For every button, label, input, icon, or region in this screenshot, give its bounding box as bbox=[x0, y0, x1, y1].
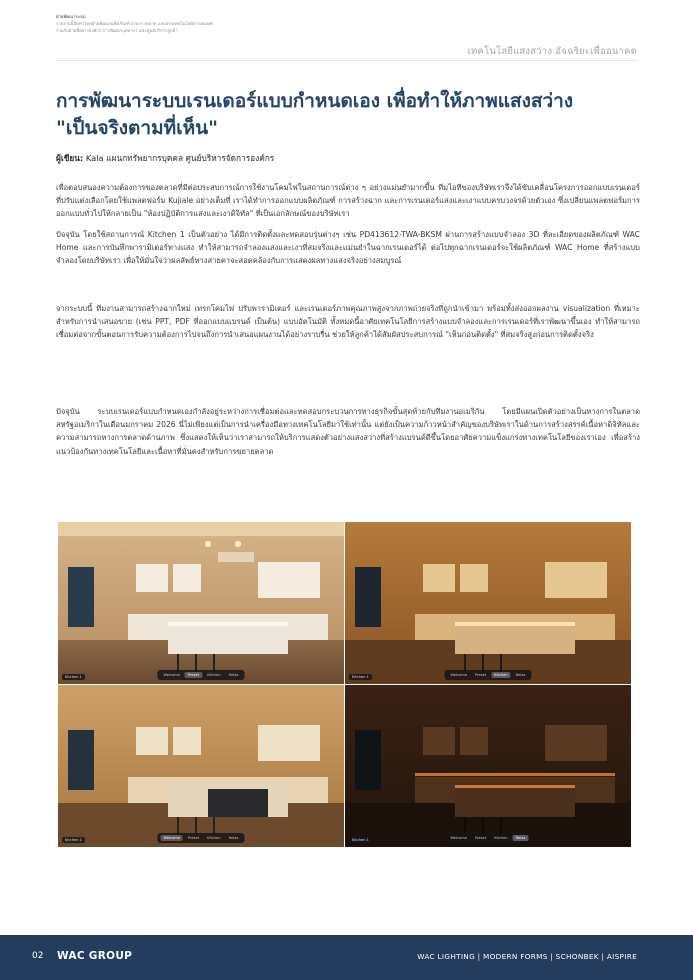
tab-kitchen[interactable]: Kitchen bbox=[207, 836, 221, 840]
kitchen-render-illustration bbox=[58, 522, 344, 684]
render-mode-tabs bbox=[157, 670, 244, 680]
paragraph-3: จากระบบนี้ ทีมงานสามารถสร้างฉากใหม่ เทรกโคมไฟ ปรับพารามิเตอร์ และเรนเดอร์ภาพคุณภาพสูงจากภาพถ่ายจริงที่ถูกนำเข้ามา พร้อมทั้งส่งออกผลงาน visualization ที่เหมาะสำหรับการนำเสนอขาย (เช่น PPT, PDF ที่ออกแบบแบรนด์ เป็นต้น) แบบอัตโนมัติ ทั้งหมดนี้อาศัยเทคโนโลยีการสร้างแบบจำลองและการเรนเดอร์ที่เราพัฒนาขึ้นเอง ทำให้สามารถเชื่อมต่อจากขั้นตอนการรับความต้องการไปจนถึงการนำเสนอแผนงานได้อย่างราบรื่น ช่วยให้ลูกค้าได้สัมผัสประสบการณ์ "เห็นก่อนติดตั้ง" ที่สมจริงสูงก่อนการติดตั้งจริง bbox=[56, 304, 640, 340]
header-org-line-3: ร่วมกับฝ่ายสื่อสารองค์กร การพัฒนาบุคลากร และศูนย์บริการลูกค้า bbox=[56, 29, 178, 34]
tab-relax[interactable]: Relax bbox=[228, 673, 239, 677]
header-divider bbox=[56, 60, 637, 61]
camera-label[interactable]: Kitchen 1 bbox=[349, 837, 372, 843]
camera-label[interactable]: Kitchen 1 bbox=[349, 674, 372, 680]
tab-preset[interactable]: Preset bbox=[474, 673, 487, 677]
tab-kitchen[interactable]: Kitchen bbox=[207, 673, 221, 677]
author-name: Kala แผนกทรัพยากรบุคคล ศูนย์บริหารจัดการองค์กร bbox=[85, 153, 275, 163]
header-organization-block bbox=[56, 14, 213, 35]
kitchen-render-illustration bbox=[345, 522, 631, 684]
tab-preset[interactable]: Preset bbox=[185, 672, 202, 678]
render-image-preset bbox=[58, 522, 344, 684]
render-image-welcome bbox=[58, 685, 344, 847]
tab-welcome[interactable]: Welcome bbox=[160, 835, 182, 841]
paragraph-1: เพื่อตอบสนองความต้องการของตลาดที่มีต่อประสบการณ์การใช้งานโคมไฟในสถานการณ์ต่าง ๆ อย่างแม่นยำมากขึ้น ทีมไอทีของบริษัทเราจึงได้ขับเคลื่อนโครงการออกแบบเรนเดอร์ที่ปรับแต่งเลือกโดยใช้แพลตฟอร์ม Kujiale อย่างเต็มที่ เราได้ทำการออกแบบผลิตภัณฑ์ การสร้างฉาก และการเรนเดอร์แสงและเงาแบบครบวงจรด้วยตัวเอง ซึ่งเปลี่ยนแพลตฟอร์มการออกแบบทั่วไปให้กลายเป็น "ห้องปฏิบัติการแสงและเงาดิจิทัล" ที่เป็นเอกลักษณ์ของบริษัทเรา bbox=[56, 183, 640, 219]
kitchen-render-illustration bbox=[58, 685, 344, 847]
tab-preset[interactable]: Preset bbox=[474, 836, 487, 840]
header-org-line-2: รายงานนี้จัดทำโดยฝ่ายพัฒนาผลิตภัณฑ์ ฝ่ายการตลาด และฝ่ายเทคโนโลยีสารสนเทศ bbox=[56, 22, 213, 27]
render-mode-tabs bbox=[444, 833, 531, 843]
header-org-line-1: ฝ่ายพัฒนาระบบ bbox=[56, 15, 86, 20]
tab-welcome[interactable]: Welcome bbox=[163, 673, 180, 677]
camera-label[interactable]: Kitchen 1 bbox=[62, 837, 85, 843]
page-footer bbox=[0, 935, 693, 980]
article-title: การพัฒนาระบบเรนเดอร์แบบกำหนดเอง เพื่อทำให้ภาพแสงสว่าง "เป็นจริงตามที่เห็น" bbox=[56, 90, 574, 139]
paragraph-2: ปัจจุบัน โดยใช้สถานการณ์ Kitchen 1 เป็นตัวอย่าง ได้มีการติดตั้งและทดสอบรุ่นต่างๆ เช่น PD413612-TWA-BKSM ผ่านการสร้างแบบจำลอง 3D ที่ละเอียดของผลิตภัณฑ์ WAC Home และการบันทึกพารามิเตอร์ทางแสง ทำให้สามารถจำลองแสงและเงาที่สมจริงและแม่นยำในฉากเรนเดอร์ได้ ต่อไปทุกฉากเรนเดอร์จะใช้ผลิตภัณฑ์ WAC Home ที่สร้างแบบจำลองโดยบริษัทเรา เพื่อให้มั่นใจว่าผลลัพธ์ทางสายตาจะสอดคล้องกับการแสดงผลทางแสงจริงอย่างสมบูรณ์ bbox=[56, 230, 640, 266]
tab-kitchen[interactable]: Kitchen bbox=[491, 672, 511, 678]
tab-preset[interactable]: Preset bbox=[187, 836, 200, 840]
tab-kitchen[interactable]: Kitchen bbox=[494, 836, 508, 840]
header-section-title: เทคโนโลยีแสงสว่าง อัจฉริยะเพื่ออนาคต bbox=[467, 46, 637, 57]
tab-relax[interactable]: Relax bbox=[513, 835, 529, 841]
tab-relax[interactable]: Relax bbox=[515, 673, 526, 677]
tab-welcome[interactable]: Welcome bbox=[450, 673, 467, 677]
kitchen-render-gallery bbox=[58, 522, 631, 847]
wac-group-logo: WAC GROUP bbox=[57, 950, 133, 962]
tab-relax[interactable]: Relax bbox=[228, 836, 239, 840]
author-label: ผู้เขียน: bbox=[56, 153, 84, 163]
brand-list: WAC LIGHTING | MODERN FORMS | SCHONBEK | AISPIRE bbox=[417, 952, 637, 961]
render-mode-tabs bbox=[444, 670, 531, 680]
paragraph-4: ปัจจุบัน ระบบเรนเดอร์แบบกำหนดเองกำลังอยู่ระหว่างการเชื่อมต่อและทดสอบกระบวนการทางธุรกิจขั้นสุดท้ายกับทีมงานอเมริกัน โดยมีแผนเปิดตัวอย่างเป็นทางการในตลาดสหรัฐอเมริกาในเดือนมกราคม 2026 นี่ไม่เพียงแต่เป็นการนำเครื่องมือทางเทคโนโลยีมาใช้เท่านั้น แต่ยังเป็นความก้าวหน้าสำคัญของบริษัทเราในด้านการสร้างสรรค์เนื้อหาดิจิทัลและความสามารถทางการตลาดด้านภาพ ซึ่งแสดงให้เห็นว่าเราสามารถให้บริการแสดงตัวอย่างแสงสว่างที่สร้างแบรนด์ดีขึ้นโดยอาศัยความแข็งแกร่งทางเทคโนโลยีของเราเอง เพื่อสร้างแนวป้องกันทางเทคโนโลยีและเนื้อหาที่มั่นคงสำหรับการขยายตลาด bbox=[56, 407, 640, 456]
article-author bbox=[56, 151, 274, 165]
render-image-kitchen bbox=[345, 522, 631, 684]
camera-label[interactable]: Kitchen 1 bbox=[62, 674, 85, 680]
render-image-relax bbox=[345, 685, 631, 847]
render-mode-tabs bbox=[157, 833, 244, 843]
tab-welcome[interactable]: Welcome bbox=[450, 836, 467, 840]
page-number: 02 bbox=[32, 951, 44, 961]
kitchen-render-illustration bbox=[345, 685, 631, 847]
